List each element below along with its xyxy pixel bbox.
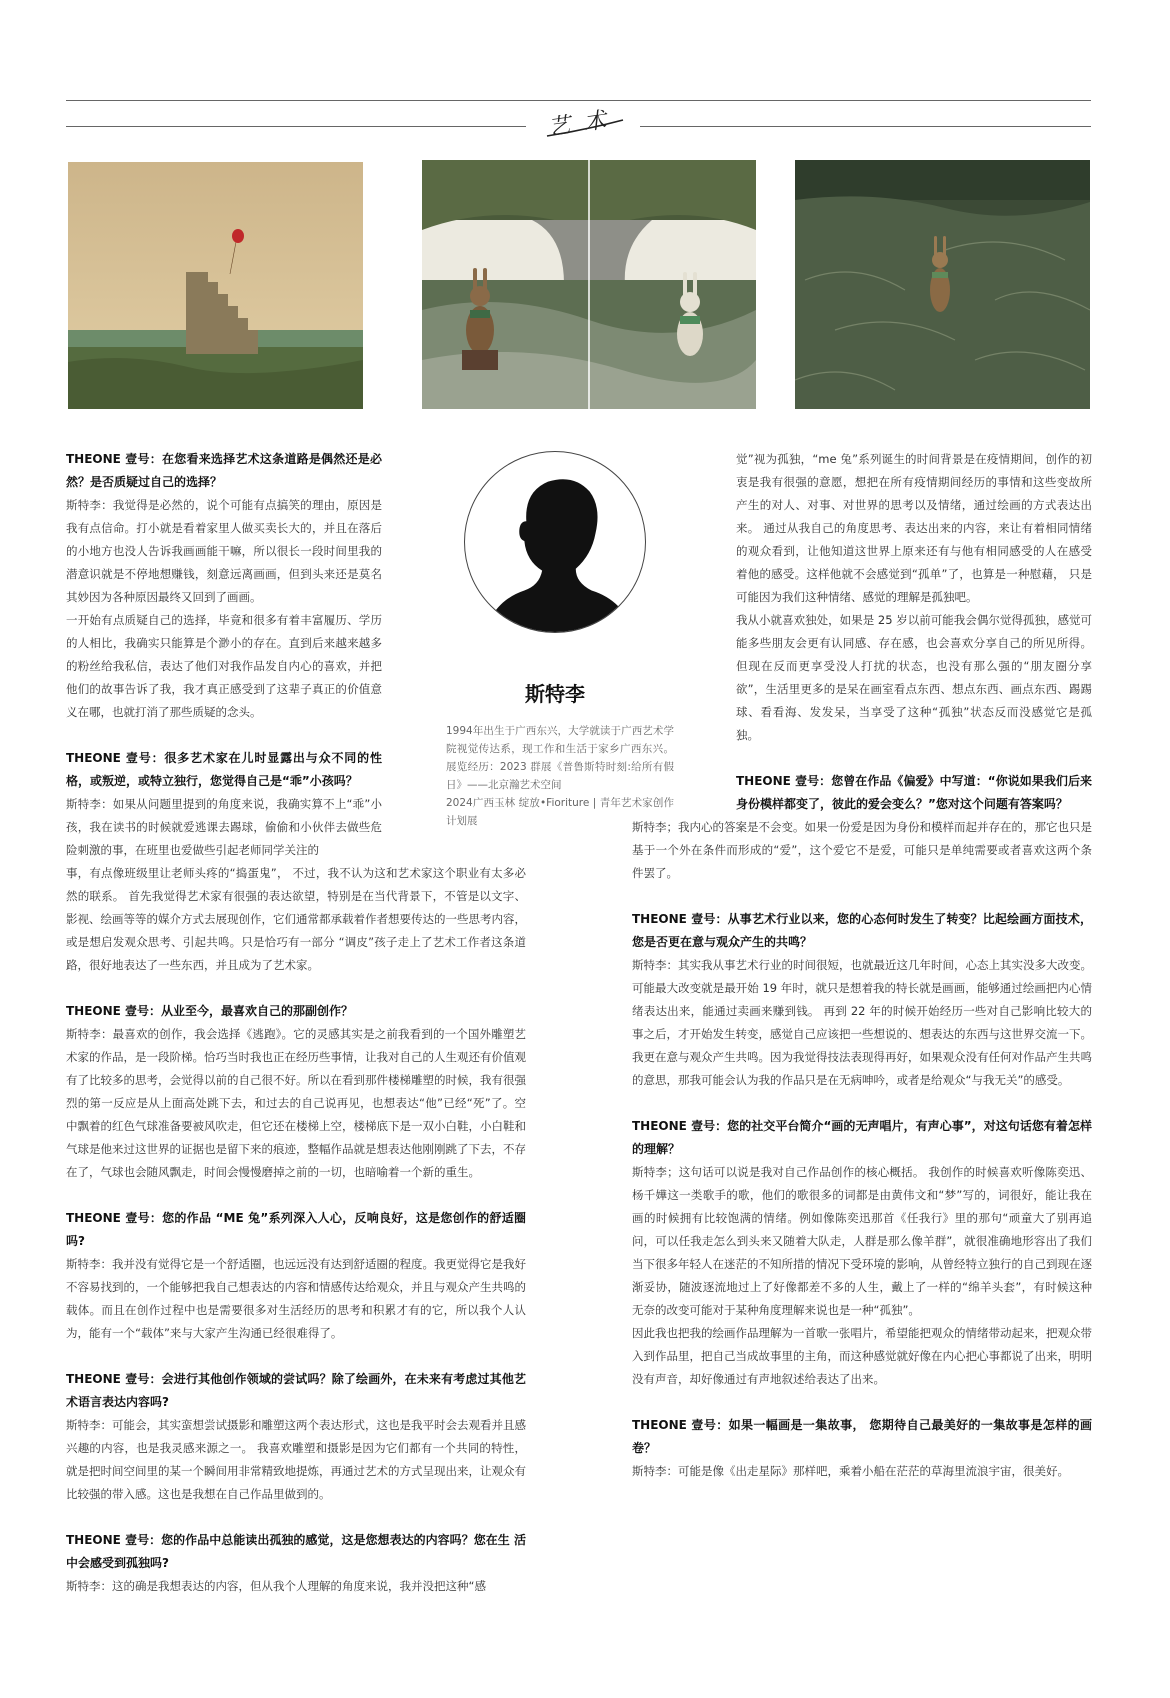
answer: 事，有点像班级里让老师头疼的“捣蛋鬼”， 不过，我不认为这和艺术家这个职业有太多必然的联系。 首先我觉得艺术家有很强的表达欲望，特别是在当代背景下，不管是以文字、影视、绘画等等的媒介方式去展现创作，它们通常都承载着作者想要传达的一些思考内容，或是想启发观众思考、引起共鸣。只是恰巧有一部分 “调皮”孩子走上了艺术工作者这条道路，很好地表达了一些东西，并且成为了艺术家。 [66, 866, 526, 972]
painting-stairs-balloon [68, 162, 363, 409]
title-underline-stroke [545, 118, 625, 140]
question: THEONE 壹号：您的社交平台简介“画的无声唱片，有声心事”，对这句话您有着怎样的理解？ [632, 1119, 1092, 1156]
question: THEONE 壹号：在您看来选择艺术这条道路是偶然还是必然？是否质疑过自己的选择？ [66, 452, 382, 489]
artist-name: 斯特李 [525, 682, 585, 706]
question: THEONE 壹号：从事艺术行业以来，您的心态何时发生了转变？比起绘画方面技术，您是否更在意与观众产生的共鸣？ [632, 912, 1092, 949]
header-rule-left [66, 126, 526, 127]
answer: 斯特李；我内心的答案是不会变。如果一份爱是因为身份和模样而起并存在的，那它也只是基于一个外在条件而形成的“爱”，这个爱它不是爱，可能只是单纯需要或者喜欢这两个条件罢了。 [632, 820, 1092, 880]
header-rule-top [66, 100, 1091, 101]
artist-bio-line: 1994年出生于广西东兴，大学就读于广西艺术学院视觉传达系，现工作和生活于家乡广西东兴。展览经历：2023 群展《普鲁斯特时刻:给所有假日》——北京瀚艺术空间 [446, 725, 674, 791]
painting-two-rabbits-tree [422, 160, 756, 409]
answer: 斯特李：我觉得是必然的，说个可能有点搞笑的理由，原因是我有点信命。打小就是看着家里人做买卖长大的，并且在落后的小地方也没人告诉我画画能干嘛，所以很长一段时间里我的潜意识就是不停地想赚钱，刻意远离画画，但到头来还是莫名其妙因为各种原因最终又回到了画画。 [66, 498, 382, 604]
answer: 斯特李：最喜欢的创作，我会选择《逃跑》。它的灵感其实是之前我看到的一个国外雕塑艺术家的作品，是一段阶梯。恰巧当时我也正在经历些事情，让我对自己的人生观还有价值观有了比较多的思考，会觉得以前的自己很不好。所以在看到那件楼梯雕塑的时候，我有很强烈的第一反应是从上面高处跳下去，和过去的自己说再见，也想表达“他”已经“死”了。空中飘着的红色气球准备要被风吹走，但它还在楼梯上空，楼梯底下是一双小白鞋，小白鞋和气球是他来过这世界的证据也是留下来的痕迹，整幅作品就是想表达他刚刚跳了下去，不存在了，气球也会随风飘走，时间会慢慢磨掉之前的一切，也暗喻着一个新的重生。 [66, 1027, 526, 1179]
answer: 斯特李：可能是像《出走星际》那样吧，乘着小船在茫茫的草海里流浪宇宙，很美好。 [632, 1464, 1069, 1478]
question: THEONE 壹号：从业至今，最喜欢自己的那副创作？ [66, 1004, 354, 1018]
answer: 我更在意与观众产生共鸣。因为我觉得技法表现得再好，如果观众没有任何对作品产生共鸣的意思，那我可能会认为我的作品只是在无病呻吟，或者是给观众“与我无关”的感受。 [632, 1050, 1092, 1087]
question: THEONE 壹号：如果一幅画是一集故事， 您期待自己最美好的一集故事是怎样的画卷？ [632, 1418, 1092, 1455]
question: THEONE 壹号：很多艺术家在儿时显露出与众不同的性格，或叛逆，或特立独行，您觉得自己是“乖”小孩吗？ [66, 751, 382, 788]
answer: 一开始有点质疑自己的选择，毕竟和很多有着丰富履历、学历的人相比，我确实只能算是个渺小的存在。直到后来越来越多的粉丝给我私信，表达了他们对我作品发自内心的喜欢，并把他们的故事告诉了我，我才真正感受到了这辈子真正的价值意义在哪，也就打消了那些质疑的念头。 [66, 613, 382, 719]
section-title: 艺术 [546, 106, 622, 141]
left-column [66, 448, 526, 1598]
right-column [632, 448, 1092, 1483]
artist-bio-line: 2024广西玉林 绽放•Fioriture | 青年艺术家创作计划展 [446, 797, 674, 827]
question: THEONE 壹号：您曾在作品《偏爱》中写道：“你说如果我们后来身份模样都变了，彼此的爱会变么？”您对这个问题有答案吗？ [736, 774, 1092, 811]
answer: 因此我也把我的绘画作品理解为一首歌一张唱片，希望能把观众的情绪带动起来，把观众带入到作品里，把自己当成故事里的主角，而这种感觉就好像在内心把心事都说了出来，明明没有声音，却好像通过有声地叙述给表达了出来。 [632, 1326, 1092, 1386]
answer-continued: 我从小就喜欢独处，如果是 25 岁以前可能我会偶尔觉得孤独，感觉可能多些朋友会更有认同感、存在感，也会喜欢分享自己的所见所得。 但现在反而更享受没人打扰的状态，也没有那么强的“朋友圈分享欲”，生活里更多的是呆在画室看点东西、想点东西、画点东西、踢踢球、看看海、发发呆，当享受了这种“孤独”状态反而没感觉它是孤独。 [736, 613, 1092, 742]
question: THEONE 壹号：您的作品 “ME 兔”系列深入人心，反响良好，这是您创作的舒适圈吗? [66, 1211, 526, 1248]
painting-rabbit-grassland [795, 160, 1090, 409]
answer: 斯特李：如果从问题里提到的角度来说，我确实算不上“乖”小孩，我在读书的时候就爱逃课去踢球，偷偷和小伙伴去做些危险刺激的事，在班里也爱做些引起老师同学关注的 [66, 797, 382, 857]
question: THEONE 壹号：会进行其他创作领域的尝试吗？除了绘画外，在未来有考虑过其他艺术语言表达内容吗? [66, 1372, 526, 1409]
question: THEONE 壹号：您的作品中总能读出孤独的感觉，这是您想表达的内容吗？您在生 活中会感受到孤独吗? [66, 1533, 526, 1570]
answer: 斯特李：这的确是我想表达的内容，但从我个人理解的角度来说，我并没把这种“感 [66, 1579, 486, 1593]
header-rule-right [640, 126, 1091, 127]
answer: 斯特李：其实我从事艺术行业的时间很短，也就最近这几年时间，心态上其实没多大改变。可能最大改变就是最开始 19 年时，就只是想着我的特长就是画画，能够通过绘画把内心情绪表达出来，能通过卖画来赚到钱。 再到 22 年的时候开始经历一些对自己影响比较大的事之后，才开始发生转变，感觉自己应该把一些想说的、想表达的东西与这世界交流一下。 [632, 958, 1092, 1041]
answer: 斯特李；这句话可以说是我对自己作品创作的核心概括。 我创作的时候喜欢听像陈奕迅、杨千嬅这一类歌手的歌，他们的歌很多的词都是由黄伟文和“梦”写的，词很好，能让我在画的时候拥有比较饱满的情绪。例如像陈奕迅那首《任我行》里的那句“顽童大了别再追问，可以任我走怎么到头来又随着大队走，人群是那么像羊群”，就很准确地形容出了我们当下很多年轻人在迷茫的不知所措的情况下受环境的影响，从曾经特立独行的自己到现在逐渐妥协，随波逐流地过上了好像都差不多的人生，戴上了一样的“绵羊头套”，有时候这种无奈的改变可能对于某种角度理解来说也是一种“孤独”。 [632, 1165, 1092, 1317]
answer: 斯特李：我并没有觉得它是一个舒适圈，也远远没有达到舒适圈的程度。我更觉得它是我好不容易找到的，一个能够把我自己想表达的内容和情感传达给观众，并且与观众产生共鸣的载体。而且在创作过程中也是需要很多对生活经历的思考和积累才有的它，所以我个人认为，能有一个“载体”来与大家产生沟通已经很难得了。 [66, 1257, 526, 1340]
answer: 斯特李：可能会，其实蛮想尝试摄影和雕塑这两个表达形式，这也是我平时会去观看并且感兴趣的内容，也是我灵感来源之一。 我喜欢雕塑和摄影是因为它们都有一个共同的特性，就是把时间空间里的某一个瞬间用非常精致地提炼，再通过艺术的方式呈现出来，让观众有比较强的带入感。这也是我想在自己作品里做到的。 [66, 1418, 526, 1501]
answer-continued: 觉”视为孤独，“me 兔”系列诞生的时间背景是在疫情期间，创作的初衷是我有很强的意愿，想把在所有疫情期间经历的事情和这些变故所产生的对人、对事、对世界的思考以及情绪，通过绘画的方式表达出来。 通过从我自己的角度思考、表达出来的内容，来让有着相同情绪的观众看到，让他知道这世界上原来还有与他有相同感受的人在感受着他的感受。这样他就不会感觉到“孤单”了，也算是一种慰藉， 只是可能因为我们这种情绪、感觉的理解是孤独吧。 [736, 452, 1092, 604]
